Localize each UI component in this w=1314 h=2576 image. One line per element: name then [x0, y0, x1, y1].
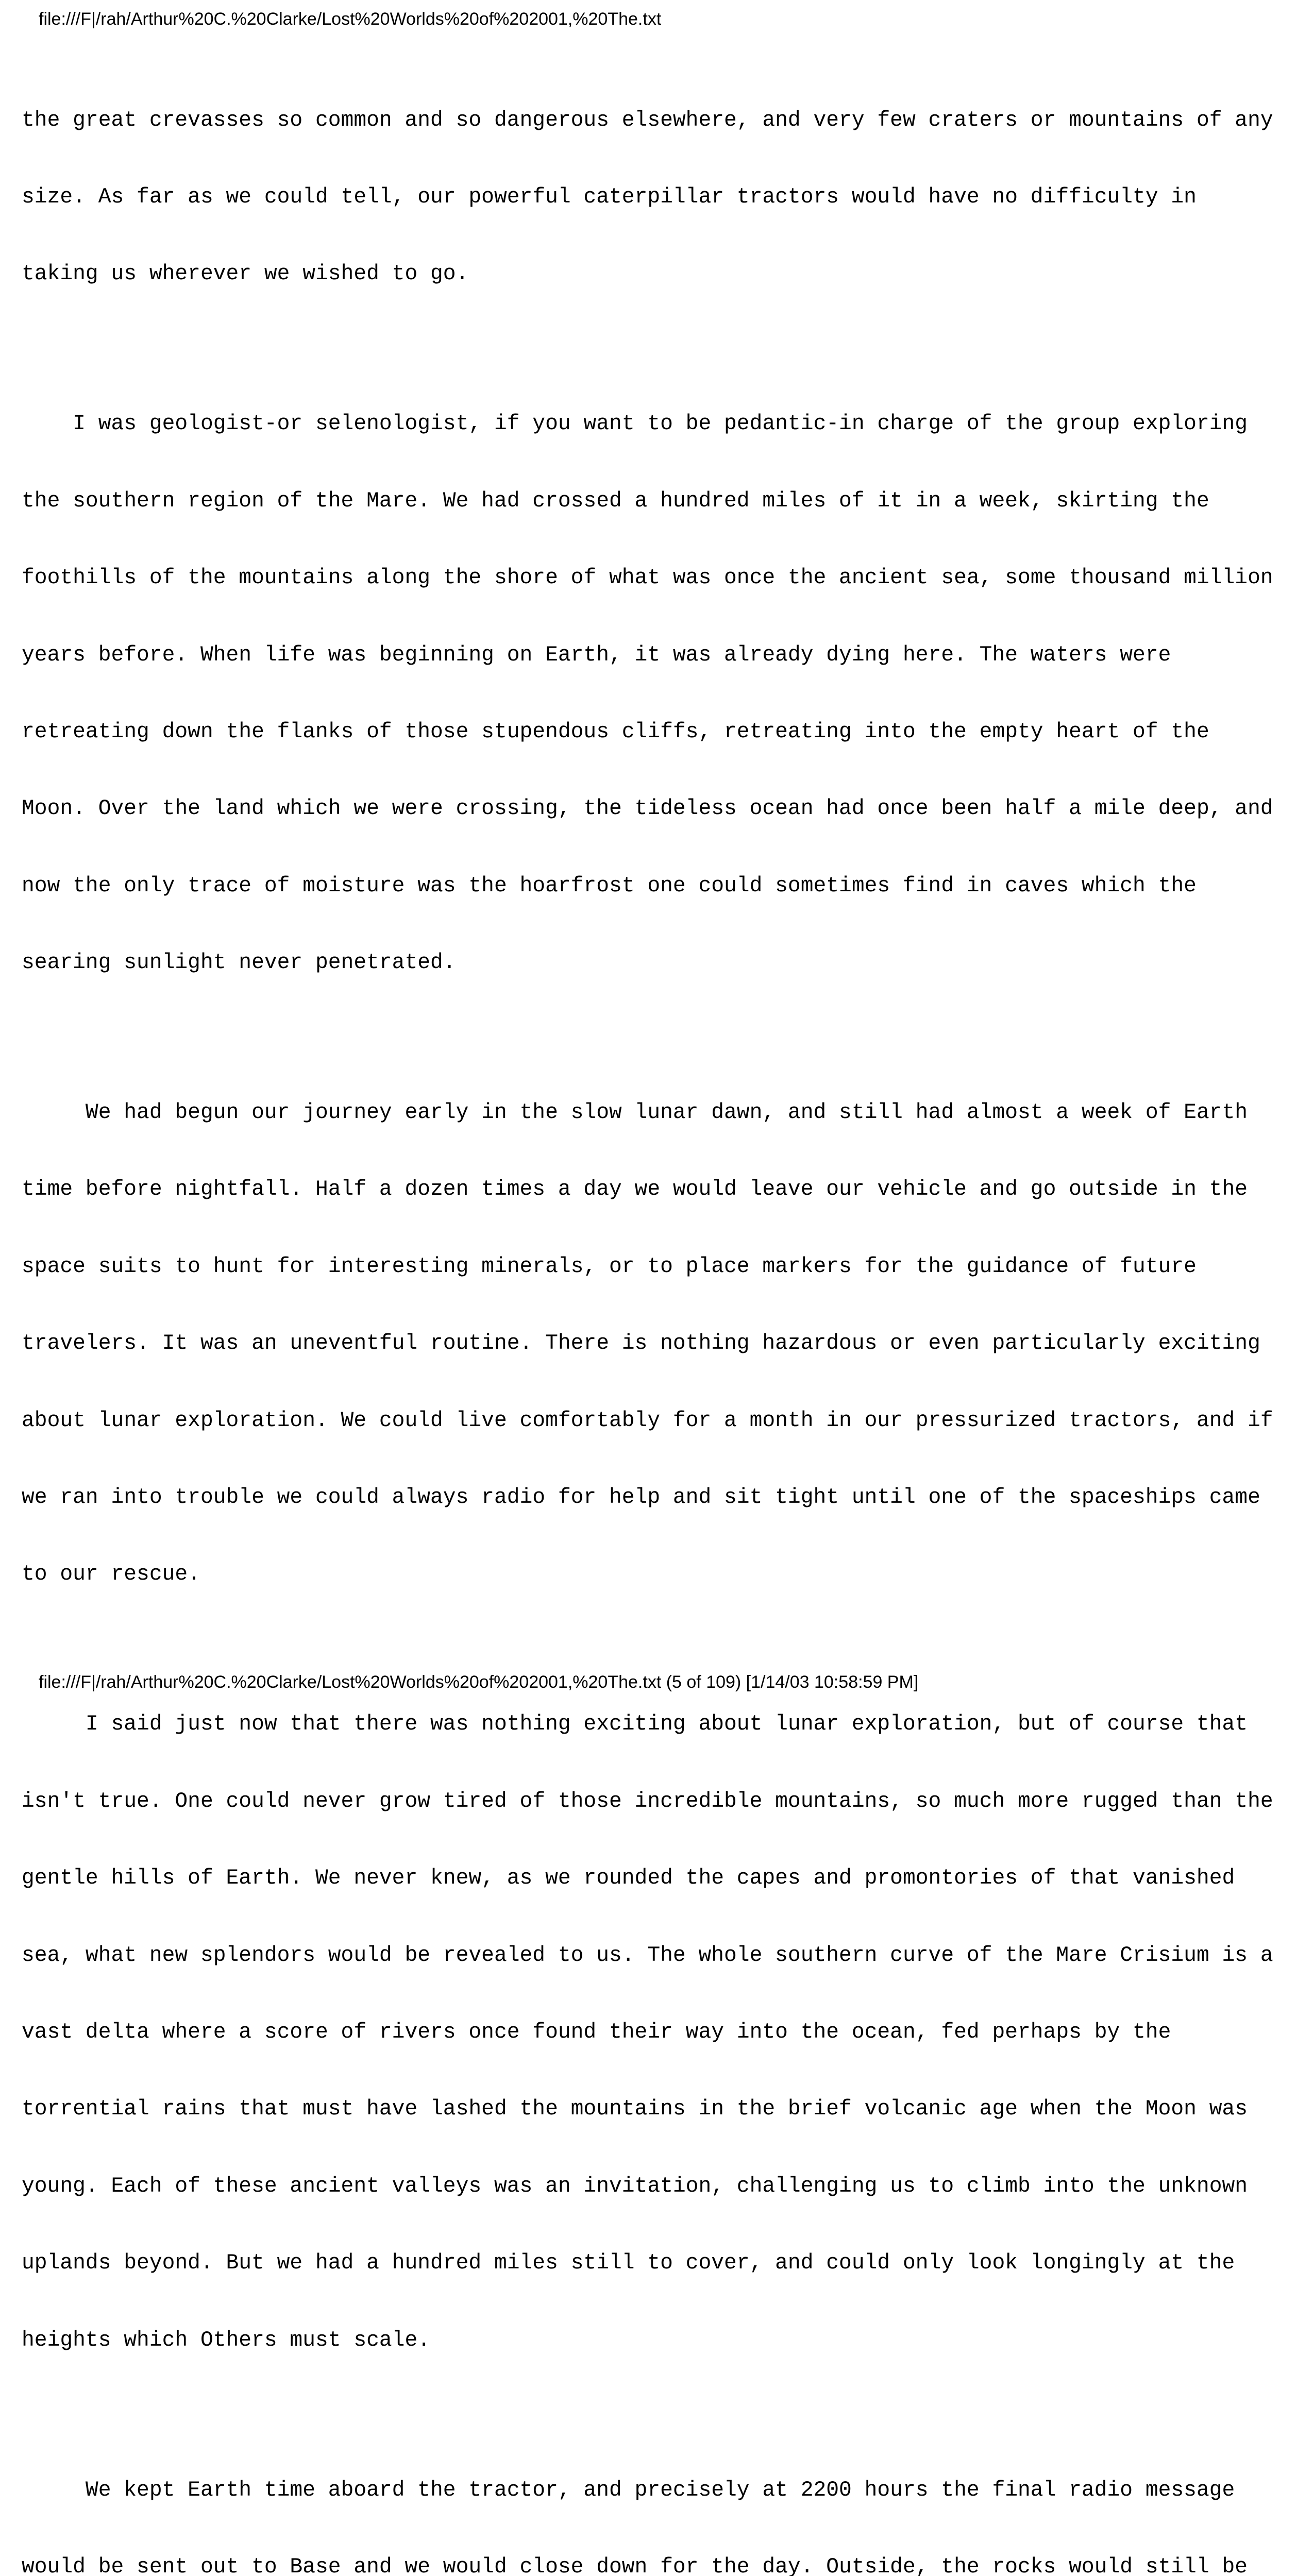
text-line: uplands beyond. But we had a hundred miles still to cover, and could only look longingly at the: [22, 2251, 1235, 2276]
paragraph-2: [22, 361, 1300, 1028]
text-line: young. Each of these ancient valleys was an invitation, challenging us to climb into the unknown: [22, 2174, 1248, 2198]
text-line: heights which Others must scale.: [22, 2328, 431, 2352]
text-line: the great crevasses so common and so dangerous elsewhere, and very few craters or mountains of any: [22, 108, 1273, 132]
text-line: size. As far as we could tell, our powerful caterpillar tractors would have no difficulty in: [22, 185, 1197, 209]
paragraph-3: [22, 1049, 1300, 1639]
text-line: vast delta where a score of rivers once found their way into the ocean, fed perhaps by the: [22, 2020, 1171, 2044]
text-line: years before. When life was beginning on Earth, it was already dying here. The waters were: [22, 643, 1171, 667]
text-line: gentle hills of Earth. We never knew, as we rounded the capes and promontories of that vanished: [22, 1867, 1235, 1891]
page-header-path: file:///F|/rah/Arthur%20C.%20Clarke/Lost%20Worlds%20of%202001,%20The.txt: [39, 9, 662, 29]
text-line: We had begun our journey early in the slow lunar dawn, and still had almost a week of Earth: [22, 1101, 1248, 1125]
text-line: We kept Earth time aboard the tractor, and precisely at 2200 hours the final radio message: [22, 2478, 1235, 2502]
text-line: foothills of the mountains along the shore of what was once the ancient sea, some thousand million: [22, 566, 1273, 590]
text-line: sea, what new splendors would be revealed to us. The whole southern curve of the Mare Crisium is a: [22, 1943, 1273, 1968]
text-line: about lunar exploration. We could live comfortably for a month in our pressurized tractors, and if: [22, 1409, 1273, 1433]
paragraph-1: [22, 57, 1300, 339]
page-footer-path: file:///F|/rah/Arthur%20C.%20Clarke/Lost%20Worlds%20of%202001,%20The.txt (5 of 109) [1/14/03 10:58:59 PM]: [39, 1672, 919, 1692]
text-line: time before nightfall. Half a dozen times a day we would leave our vehicle and go outside in the: [22, 1178, 1248, 1202]
text-line: Moon. Over the land which we were crossing, the tideless ocean had once been half a mile deep, and: [22, 797, 1273, 821]
text-line: taking us wherever we wished to go.: [22, 262, 469, 286]
text-line: space suits to hunt for interesting minerals, or to place markers for the guidance of future: [22, 1255, 1197, 1279]
text-line: the southern region of the Mare. We had crossed a hundred miles of it in a week, skirting the: [22, 489, 1209, 513]
document-body: [22, 57, 1300, 2576]
text-line: travelers. It was an uneventful routine. There is nothing hazardous or even particularly exciting: [22, 1332, 1260, 1356]
text-line: I was geologist-or selenologist, if you want to be pedantic-in charge of the group exploring: [22, 412, 1248, 436]
paragraph-4: [22, 1661, 1300, 2405]
text-line: isn't true. One could never grow tired of those incredible mountains, so much more rugged than the: [22, 1789, 1273, 1814]
text-line: searing sunlight never penetrated.: [22, 951, 456, 975]
text-line: torrential rains that must have lashed the mountains in the brief volcanic age when the Moon was: [22, 2097, 1248, 2122]
text-line: would be sent out to Base and we would close down for the day. Outside, the rocks would still be: [22, 2555, 1248, 2576]
text-line: to our rescue.: [22, 1563, 200, 1587]
paragraph-5: [22, 2427, 1300, 2576]
text-line: we ran into trouble we could always radio for help and sit tight until one of the spaceships came: [22, 1486, 1260, 1510]
text-line: retreating down the flanks of those stupendous cliffs, retreating into the empty heart of the: [22, 720, 1209, 744]
text-line: I said just now that there was nothing exciting about lunar exploration, but of course that: [22, 1713, 1248, 1737]
text-line: now the only trace of moisture was the hoarfrost one could sometimes find in caves which the: [22, 874, 1197, 898]
